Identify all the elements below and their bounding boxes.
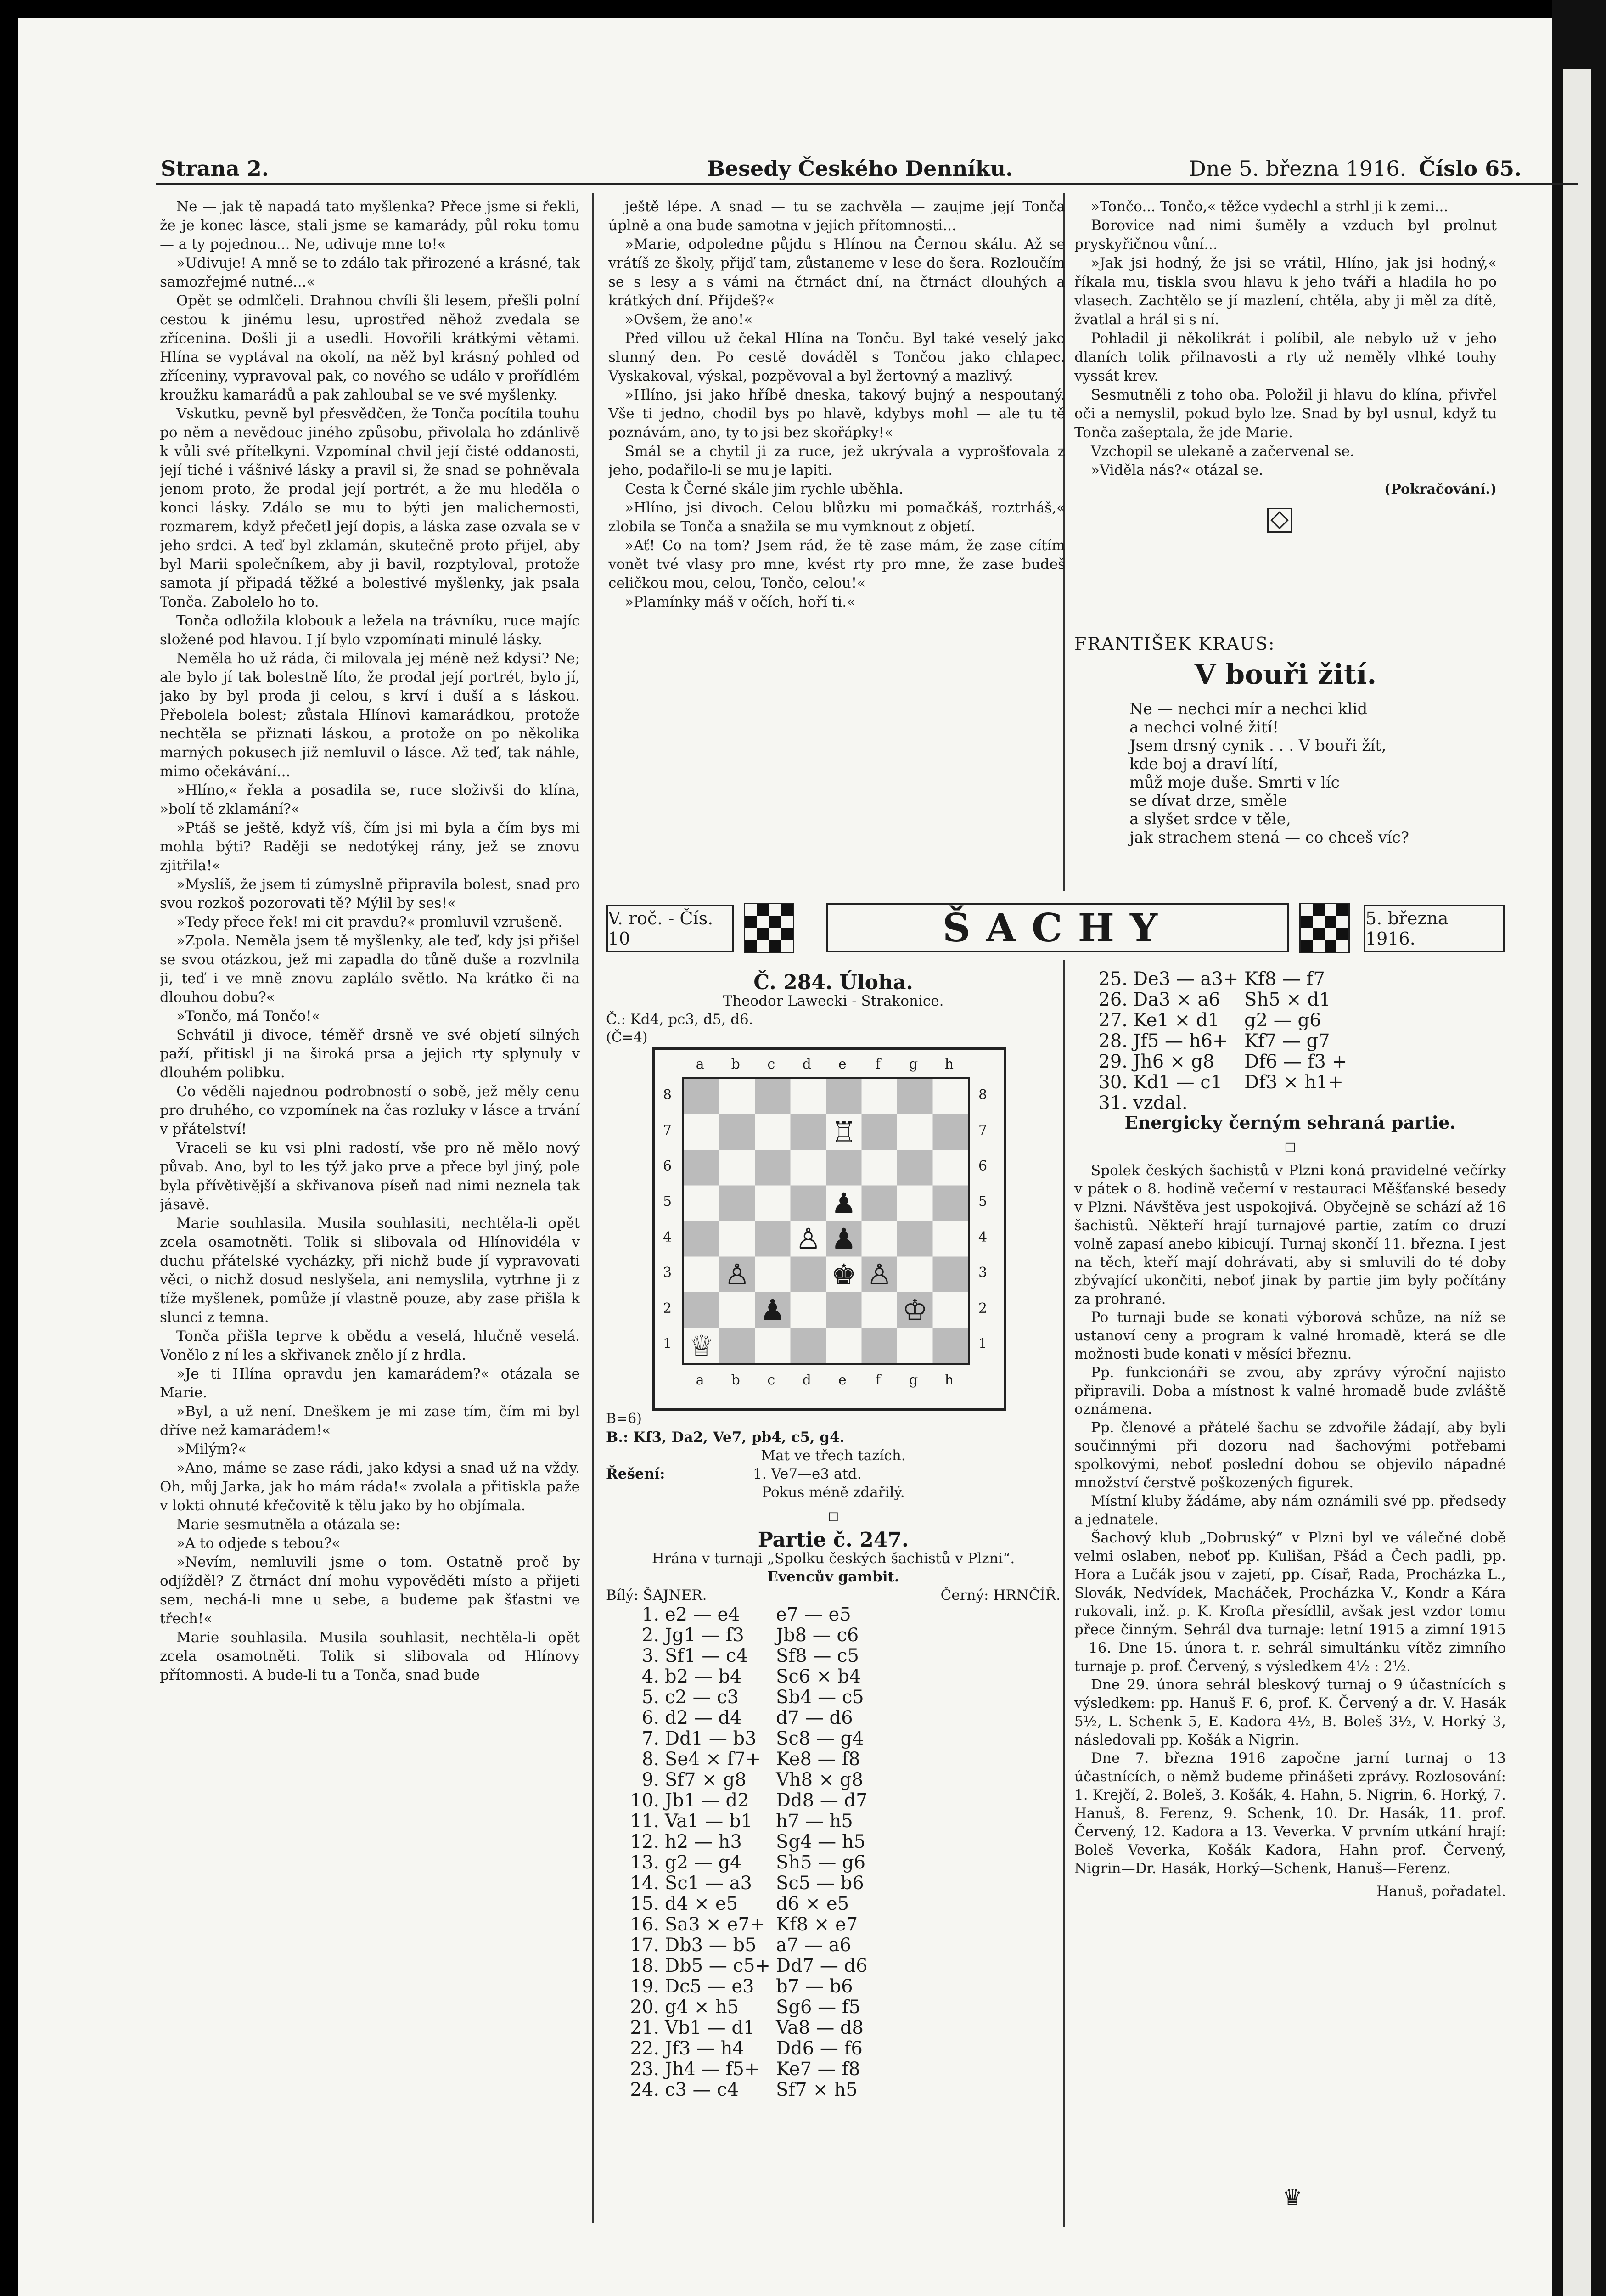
file-label: a xyxy=(696,1372,704,1388)
white-move: g4 × h5 xyxy=(665,1997,739,2018)
white-move: c3 — c4 xyxy=(665,2079,739,2100)
move-number: 16. xyxy=(630,1914,659,1935)
paragraph: Opět se odmlčeli. Drahnou chvíli šli lesem, přešli polní cestou k jinému lesu, uprostřed něhož zvedala se zřícenina. Došli ji a usedli. Hovořili krátkými větami. Hlína se vyptával na okolí, na něž byl krásný pohled od zříceniny, vypravoval pak, co nového se událo v prořídlém kroužku kamarádů a pak zahloubal se ve své myšlenky. xyxy=(160,293,580,403)
game-event: Hrána v turnaji „Spolku českých šachistů v Plzni“. xyxy=(651,1550,1015,1567)
issue-number: Číslo 65. xyxy=(1419,156,1522,181)
paragraph: Dne 29. února sehrál bleskový turnaj o 9 účastnících s výsledkem: pp. Hanuš F. 6, prof. K. Červený a dr. V. Hasák 5½, L. Schenk 5, E. Kadora 4½, B. Boleš 3½, V. Horký 3, následovali pp. Košák a Nigrin. xyxy=(1074,1677,1506,1748)
poem-line: se dívat drze, směle xyxy=(1129,792,1287,810)
rank-label: 8 xyxy=(978,1086,988,1103)
white-pieces: B.: Kf3, Da2, Ve7, pb4, c5, g4. xyxy=(606,1429,845,1446)
white-move: Jh6 × g8 xyxy=(1133,1051,1215,1072)
white-pawn-b4: ♙ xyxy=(724,1257,750,1291)
rank-labels-left xyxy=(663,1077,672,1362)
file-label: d xyxy=(802,1372,811,1388)
white-move: Dd1 — b3 xyxy=(665,1728,757,1749)
paragraph: »Ovšem, že ano!« xyxy=(625,311,753,328)
move-row xyxy=(606,1625,1061,1646)
header-rule xyxy=(156,183,1578,185)
file-label: h xyxy=(944,1372,954,1388)
black-move: Df3 × h1+ xyxy=(1244,1072,1343,1093)
white-move: Jb1 — d2 xyxy=(665,1790,749,1811)
rank-label: 5 xyxy=(978,1193,988,1210)
move-row xyxy=(606,2080,1061,2100)
chess-column-right xyxy=(1074,969,1506,2218)
move-number: 28. xyxy=(1098,1030,1128,1052)
paragraph: Šachový klub „Dobruský“ v Plzni byl ve válečné době velmi oslaben, neboť pp. Kulišan, Pšád a Čech padli, pp. Hora a Lučák jsou v zajetí, pp. Císař, Rada, Procházka L., Slovák, Nedvídek, Macháček, Procházka V., Kondr a Kára rukovali, inž. p. K. Krofta přesídlil, avšak jest vzdor tomu přece činným. Sehrál dva turnaje: letní 1915 a zimní 1915—16. Dne 15. února t. r. sehrál simultánku vítěz zimního turnaje p. prof. Červený, s výsledkem 4½ : 2½. xyxy=(1074,1530,1506,1675)
paragraph: »Ptáš se ještě, když víš, čím jsi mi byla a čím bys mi mohla býti? Raději se nedotýkej rány, jež se znovu zjitřila!« xyxy=(160,820,580,874)
paragraph: »Myslíš, že jsem ti zúmyslně připravila bolest, snad pro svou rozkoš pozorovati tě? Mýlil by ses!« xyxy=(160,876,580,912)
paragraph: Místní kluby žádáme, aby nám oznámili své pp. předsedy a jednatele. xyxy=(1074,1493,1506,1528)
white-move: Vb1 — d1 xyxy=(665,2017,755,2038)
paragraph: Marie souhlasila. Musila souhlasiti, nechtěla-li opět zcela osamotněti. Tolik si slibovala od Hlínovidéla v duchu přátelské vycházky, při nichž bude jí vypravovati věci, o nichž dosud neslyšela, ani nemyslila, vytrhne ji z tíže myšlenek, pomůže jí vlastně pouze, aby zase přišla k slunci z temna. xyxy=(160,1215,580,1326)
file-label: f xyxy=(875,1372,881,1388)
problem-author: Theodor Lawecki - Strakonice. xyxy=(723,993,944,1009)
rank-label: 7 xyxy=(663,1122,672,1139)
poem-line: kde boj a draví lítí, xyxy=(1129,755,1279,773)
move-row xyxy=(606,1666,1061,1687)
black-move: Jb8 — c6 xyxy=(776,1625,859,1646)
poem-line: a slyšet srdce v těle, xyxy=(1129,810,1291,828)
move-number: 15. xyxy=(630,1893,659,1914)
move-row xyxy=(606,1997,1061,2018)
white-move: Dc5 — e3 xyxy=(665,1976,754,1997)
move-number: 6. xyxy=(641,1707,659,1728)
column-divider xyxy=(1063,960,1065,2227)
move-number: 4. xyxy=(641,1666,659,1687)
paragraph: Tonča přišla teprve k obědu a veselá, hlučně veselá. Vonělo z ní les a skřivanek znělo jí z hrdla. xyxy=(160,1328,580,1363)
black-move: Sc6 × b4 xyxy=(776,1666,861,1687)
ornament-icon xyxy=(1267,508,1292,533)
paragraph: Marie souhlasila. Musila souhlasit, nechtěla-li opět zcela osamotněti. Tolik si slibovala od Hlínovy přítomnosti. A bude-li tu a Tonča, snad bude xyxy=(160,1629,580,1683)
rank-label: 8 xyxy=(663,1086,672,1103)
move-row xyxy=(1074,969,1506,990)
paragraph: ještě lépe. A snad — tu se zachvěla — zaujme její Tonča úplně a ona bude samotna v jejich přítomnosti... xyxy=(608,198,1065,234)
move-row xyxy=(606,1604,1061,1625)
black-pawn-d5: ♟ xyxy=(831,1222,857,1255)
file-labels-top xyxy=(682,1055,967,1074)
black-move: h7 — h5 xyxy=(776,1811,853,1832)
paragraph: Vraceli se ku vsi plni radostí, vše pro ně mělo nový půvab. Ano, byl to les týž jako prve a přece byl jiný, pole byla přívětivější a skřivanova píseň nad nimi neznela tak jásavě. xyxy=(160,1140,580,1213)
move-row xyxy=(606,1708,1061,1728)
move-number: 26. xyxy=(1098,989,1128,1010)
black-move: Kf7 — g7 xyxy=(1244,1030,1330,1052)
white-move: Kd1 — c1 xyxy=(1133,1072,1223,1093)
move-row xyxy=(1074,1010,1506,1031)
move-number: 8. xyxy=(641,1749,659,1770)
move-number: 3. xyxy=(641,1645,659,1666)
black-move: Dd8 — d7 xyxy=(776,1790,868,1811)
move-number: 17. xyxy=(630,1935,659,1956)
move-row xyxy=(606,1687,1061,1708)
move-row xyxy=(606,1976,1061,1997)
white-move: Jf3 — h4 xyxy=(665,2038,744,2059)
paragraph: Borovice nad nimi šuměly a vzduch byl prolnut pryskyřičnou vůní... xyxy=(1074,217,1497,253)
black-move: Sc5 — b6 xyxy=(776,1873,864,1894)
continued-note: (Pokračování.) xyxy=(1384,481,1497,497)
black-player: Černý: HRNČÍŘ. xyxy=(940,1587,1061,1604)
rank-label: 4 xyxy=(663,1229,672,1245)
black-move: Dd7 — d6 xyxy=(776,1955,868,1976)
rank-label: 2 xyxy=(663,1300,672,1317)
black-king-d4: ♚ xyxy=(831,1257,857,1291)
poem-author: FRANTIŠEK KRAUS: xyxy=(1074,634,1275,654)
black-move: Kf8 — f7 xyxy=(1244,969,1325,990)
white-move: d2 — d4 xyxy=(665,1707,742,1728)
move-row xyxy=(606,1646,1061,1666)
column-divider xyxy=(592,193,594,2223)
white-move: Da3 × a6 xyxy=(1133,989,1220,1010)
game-comment: Energicky černým sehraná partie. xyxy=(1124,1112,1456,1133)
move-row xyxy=(606,1832,1061,1852)
white-move: Jf5 — h6+ xyxy=(1133,1030,1228,1052)
white-move: vzdal. xyxy=(1133,1092,1188,1114)
move-row xyxy=(606,1811,1061,1832)
move-number: 29. xyxy=(1098,1051,1128,1072)
paragraph: »Byl, a už není. Dneškem je mi zase tím, čím mi byl dříve než kamarádem!« xyxy=(160,1403,580,1439)
white-move: Ke1 × d1 xyxy=(1133,1010,1219,1031)
paragraph: »Viděla nás?« otázal se. xyxy=(1091,462,1263,478)
file-label: d xyxy=(802,1056,811,1072)
paragraph: »Plamínky máš v očích, hoří ti.« xyxy=(625,594,856,610)
black-pawn-c3: ♟ xyxy=(759,1293,786,1327)
black-move: d7 — d6 xyxy=(776,1707,853,1728)
rank-label: 1 xyxy=(663,1336,672,1352)
poem-line: jak strachem stená — co chceš víc? xyxy=(1129,828,1409,847)
white-move: Sc1 — a3 xyxy=(665,1873,752,1894)
page-number: Strana 2. xyxy=(161,156,269,181)
rank-label: 3 xyxy=(663,1265,672,1281)
solution: 1. Ve7—e3 atd. xyxy=(753,1466,862,1482)
rank-label: 3 xyxy=(978,1265,988,1281)
paragraph: Dne 7. března 1916 započne jarní turnaj o 13 účastnících, o němž budeme přinášeti zprávy. Rozlosování: 1. Krejčí, 2. Boleš, 3. Košák, 4. Hahn, 5. Nigrin, 6. Horký, 7. Hanuš, 8. Ferenz, 9. Schenk, 10. Dr. Hasák, 11. prof. Červený, 12. Kadora a 13. Veverka. V prvním utkání hrají: Boleš—Veverka, Košák—Kadora, Hahn—prof. Červený, Nigrin—Dr. Hasák, Horký—Schenk, Hanuš—Ferenz. xyxy=(1074,1750,1506,1877)
move-number: 5. xyxy=(641,1687,659,1708)
signature: Hanuš, pořadatel. xyxy=(1376,1883,1506,1900)
black-move: Sh5 × d1 xyxy=(1244,989,1331,1010)
paragraph: »Ano, máme se zase rádi, jako kdysi a snad už na vždy. Oh, můj Jarka, jak ho mám ráda!« zvolala a přitiskla paže v lokti ohnuté křečovitě k tělu jako by ho objímala. xyxy=(160,1460,580,1514)
white-rook-e7: ♖ xyxy=(831,1115,857,1149)
paragraph: Před villou už čekal Hlína na Tonču. Byl také veselý jako slunný den. Po cestě dováděl s Tončou jako chlapec. Vyskakoval, výskal, pozpěvoval a byl žertovný a mazlivý. xyxy=(608,330,1065,384)
paragraph: Cesta k Černé skále jim rychle uběhla. xyxy=(625,481,904,497)
paragraph: Schvátil ji divoce, téměř drsně ve své objetí silných paží, přitiskl ji na široká prsa a jejich rty splynuly v dlouhém polibku. xyxy=(160,1027,580,1081)
paragraph: Spolek českých šachistů v Plzni koná pravidelné večírky v pátek o 8. hodině večerní v restauraci Měšťanské besedy v Plzni. Návštěva jest uspokojivá. Obyčejně se schází až 16 šachistů. Někteří hrají turnajové partie, zatím co druzí volně zapasí anebo kibicují. Turnaj skončí 11. března. I jest na těch, kteří mají dohrávati, aby si smluvili do té doby zbývající ukončiti, neboť jinak by partie jim byly počítány za prohrané. xyxy=(1074,1162,1506,1307)
separator-icon: ◻ xyxy=(1284,1138,1296,1155)
white-pawn-g4: ♙ xyxy=(866,1257,893,1291)
white-move: d4 × e5 xyxy=(665,1893,738,1914)
black-move: Dd6 — f6 xyxy=(776,2038,863,2059)
paragraph: Neměla ho už ráda, či milovala jej méně než kdysi? Ne; ale bylo jí tak bolestně líto, že prodal její portrét, bylo jí, jako by byl proda ji celou, s krví i duší a s láskou. Přebolela bolest; zůstala Hlínovi kamarádkou, protože nechtěla se přiznati láskou, a protože on po několika marných pokusech již nemluvil o lásce. Až teď, tak náhle, mimo očekávání... xyxy=(160,650,580,780)
paragraph: »Tončo... Tončo,« těžce vydechl a strhl ji k zemi... xyxy=(1091,198,1449,215)
move-row xyxy=(606,2018,1061,2038)
game-moves-continued xyxy=(1074,969,1506,1114)
move-number: 31. xyxy=(1098,1092,1128,1114)
file-label: c xyxy=(767,1372,775,1388)
move-row xyxy=(606,1873,1061,1894)
move-number: 12. xyxy=(630,1831,659,1852)
file-label: e xyxy=(838,1056,847,1072)
issue-date: Dne 5. března 1916. xyxy=(1189,156,1407,181)
rank-label: 7 xyxy=(978,1122,988,1139)
poem-title: V bouři žití. xyxy=(1194,658,1377,691)
white-move: Db3 — b5 xyxy=(665,1935,757,1956)
white-move: c2 — c3 xyxy=(665,1687,739,1708)
file-label: g xyxy=(909,1056,918,1072)
move-number: 22. xyxy=(630,2038,659,2059)
black-move: Sb4 — c5 xyxy=(776,1687,864,1708)
paragraph: »Udivuje! A mně se to zdálo tak přirozené a krásné, tak samozřejmé nutné...« xyxy=(160,255,580,290)
rank-label: 6 xyxy=(663,1158,672,1174)
black-move: Sg4 — h5 xyxy=(776,1831,866,1852)
black-move: e7 — e5 xyxy=(776,1604,851,1625)
move-number: 27. xyxy=(1098,1010,1128,1031)
poem-line: můž moje duše. Smrti v líc xyxy=(1129,773,1340,792)
move-number: 25. xyxy=(1098,969,1128,990)
problem-title: Č. 284. Úloha. xyxy=(753,971,913,994)
paragraph: »Milým?« xyxy=(176,1441,247,1458)
rank-label: 5 xyxy=(663,1193,672,1210)
move-row xyxy=(1074,1031,1506,1052)
move-row xyxy=(1074,990,1506,1010)
white-pawn-c5: ♙ xyxy=(795,1222,821,1255)
paragraph: »Hlíno, jsi jako hříbě dneska, takový bujný a nespoutaný. Vše ti jedno, chodil bys po hlavě, kdybys mohl — ale tu tě poznávám, ano, ty to jsi bez skořápky!« xyxy=(608,387,1065,441)
paragraph: Smál se a chytil ji za ruce, jež ukrývala a vyprošťovala z jeho, podařilo-li se mu je lapiti. xyxy=(608,443,1065,478)
poem xyxy=(1074,634,1497,891)
paragraph: Marie sesmutněla a otázala se: xyxy=(176,1516,400,1533)
white-move: Se4 × f7+ xyxy=(665,1749,761,1770)
stipulation: Mat ve třech tazích. xyxy=(761,1447,906,1464)
file-label: c xyxy=(767,1056,775,1072)
move-row xyxy=(606,1728,1061,1749)
paragraph: Vskutku, pevně byl přesvědčen, že Tonča pocítila touhu po něm a nevědouc jiného způsobu, přivolala ho zdánlivě k vůli své přítelkyni. Vzpomínal chvil její čisté oddanosti, její tiché i vášnivé lásky a pravil si, že snad se pohněvala jenom proto, že prodal její portrét, a že mu hleděla o konci lásky. Zdálo se mu to býti jen malichernosti, rozmarem, když přečetl její dopis, a láska zase ozvala se v jeho srdci. A teď byl zklamán, skutečně proto přijel, aby byl Marii společníkem, aby ji bavil, rozptyloval, protože samota jí připadá těžké a bolestivé myšlenky, jak psala Tonča. Zabolelo ho to. xyxy=(160,405,580,610)
rank-label: 1 xyxy=(978,1336,988,1352)
file-label: a xyxy=(696,1056,704,1072)
file-label: h xyxy=(944,1056,954,1072)
paragraph: »Jak jsi hodný, že jsi se vrátil, Hlíno, jak jsi hodný,« říkala mu, tiskla svou hlavu k jeho tváři a hladila ho po vlasech. Zachtělo se jí mazlení, chtěla, aby ji měl za dítě, žvatlal a hrál si s ní. xyxy=(1074,255,1497,328)
paragraph: Sesmutněli z toho oba. Položil ji hlavu do klína, přivřel oči a nemyslil, pokud bylo lze. Snad by byl usnul, když tu Tonča zašeptala, že jde Marie. xyxy=(1074,387,1497,441)
checker-icon xyxy=(1299,903,1350,953)
chess-problem-and-game xyxy=(606,969,1061,2218)
paragraph: »Hlíno,« řekla a posadila se, ruce složivši do klína, »bolí tě zklamání?« xyxy=(160,782,580,817)
move-number: 18. xyxy=(630,1955,659,1976)
white-move: Jh4 — f5+ xyxy=(665,2059,760,2080)
black-move: b7 — b6 xyxy=(776,1976,853,1997)
move-number: 13. xyxy=(630,1852,659,1873)
black-move: Sg6 — f5 xyxy=(776,1997,861,2018)
move-number: 9. xyxy=(641,1769,659,1790)
paragraph: »Ať! Co na tom? Jsem rád, že tě zase mám, že zase cítím vonět tvé vlasy pro mne, kvést rty pro mne, že zase budeš celičkou mou, celou, Tončo, celou!« xyxy=(608,537,1065,591)
next-page-edge xyxy=(1563,69,1591,2296)
black-move: Sf7 × h5 xyxy=(776,2079,858,2100)
white-move: Db5 — c5+ xyxy=(665,1955,770,1976)
poem-line: Ne — nechci mír a nechci klid xyxy=(1129,700,1368,718)
file-label: g xyxy=(909,1372,918,1388)
white-move: Jg1 — f3 xyxy=(665,1625,744,1646)
paragraph: Pp. členové a přátelé šachu se zdvořile žádají, aby byli součinnými při dozoru nad šachovými potřebami spolkovými, neboť poslední dobou se objevilo nápadné množství čerstvě poškozených figurek. xyxy=(1074,1419,1506,1491)
white-move: h2 — h3 xyxy=(665,1831,742,1852)
file-label: b xyxy=(731,1372,740,1388)
move-number: 20. xyxy=(630,1997,659,2018)
move-row xyxy=(606,1770,1061,1790)
paragraph: »Zpola. Neměla jsem tě myšlenky, ale teď, kdy jsi přišel se svou otázkou, jež mi zapadla do tůně duše a rozvlnila ji, teď i ve mně znovu zaplálo světlo. Na krátko či na dlouhou dobu?« xyxy=(160,933,580,1006)
crown-icon: ♛ xyxy=(1282,2184,1303,2210)
black-move: Ke7 — f8 xyxy=(776,2059,860,2080)
black-pawn-d6: ♟ xyxy=(831,1186,857,1220)
move-row xyxy=(606,1935,1061,1956)
file-label: f xyxy=(875,1056,881,1072)
move-row xyxy=(606,1894,1061,1914)
poem-lines xyxy=(1129,700,1497,847)
paragraph: Ne — jak tě napadá tato myšlenka? Přece jsme si řekli, že je konec lásce, stali jsme se kamarády, půl roku tomu — a ty pojednou... Ne, udivuje mne to!« xyxy=(160,198,580,253)
move-number: 30. xyxy=(1098,1072,1128,1093)
black-move: a7 — a6 xyxy=(776,1935,852,1956)
move-row xyxy=(606,1749,1061,1770)
white-move: g2 — g4 xyxy=(665,1852,742,1873)
move-row xyxy=(606,2059,1061,2080)
white-move: De3 — a3+ xyxy=(1133,969,1239,990)
move-number: 23. xyxy=(630,2059,659,2080)
black-move: Vh8 × g8 xyxy=(776,1769,864,1790)
paragraph: Co věděli najednou podrobností o sobě, jež měly cenu pro druhého, co vzpomínek na čas rozluky v lásce a trvání v přátelství! xyxy=(160,1083,580,1137)
solution-label: Řešení: xyxy=(606,1466,665,1482)
white-move: Va1 — b1 xyxy=(665,1811,752,1832)
section-date: 5. března 1916. xyxy=(1364,905,1505,952)
black-count: (Č=4) xyxy=(606,1030,648,1046)
move-number: 21. xyxy=(630,2017,659,2038)
paragraph: »Nevím, nemluvili jsme o tom. Ostatně proč by odjížděl? Z čtrnáct dní mohu vypověděti místo a přijeti sem, nechá-li mne u sebe, a budeme pak šťastni ve třech!« xyxy=(160,1554,580,1627)
white-move: e2 — e4 xyxy=(665,1604,740,1625)
paragraph: »Marie, odpoledne půjdu s Hlínou na Černou skálu. Až se vrátíš ze školy, přijď tam, zůstaneme v lese do šera. Rozloučím se s lesy a s vámi na čtrnáct dní, na čtrnáct dlouhých a krátkých dní. Přijdeš?« xyxy=(608,236,1065,309)
move-row xyxy=(1074,1093,1506,1114)
white-move: Sf1 — c4 xyxy=(665,1645,748,1666)
paragraph: »Tončo, má Tončo!« xyxy=(176,1008,320,1024)
move-number: 10. xyxy=(630,1790,659,1811)
black-move: Sh5 — g6 xyxy=(776,1852,866,1873)
black-pieces: Č.: Kd4, pc3, d5, d6. xyxy=(606,1011,753,1028)
white-queen-a2: ♕ xyxy=(688,1328,714,1362)
move-number: 2. xyxy=(641,1625,659,1646)
white-count: B=6) xyxy=(606,1411,642,1427)
file-labels-bottom xyxy=(682,1371,967,1390)
paragraph: Pohladil ji několikrát i políbil, ale nebylo už v jeho dlaních tolik přilnavosti a rty už neměly vlhké touhy vyssát krev. xyxy=(1074,330,1497,384)
move-number: 1. xyxy=(641,1604,659,1625)
black-move: Sf8 — c5 xyxy=(776,1645,859,1666)
story-column-3 xyxy=(1074,197,1497,592)
paragraph: »Hlíno, jsi divoch. Celou blůzku mi pomačkáš, roztrháš,« zlobila se Tonča a snažila se mu vymknout z objetí. xyxy=(608,500,1065,535)
black-move: Df6 — f3 + xyxy=(1244,1051,1348,1072)
black-move: Sc8 — g4 xyxy=(776,1728,864,1749)
solution-note: Pokus méně zdařilý. xyxy=(762,1484,905,1501)
white-move: b2 — b4 xyxy=(665,1666,742,1687)
move-row xyxy=(606,1956,1061,1976)
paragraph: »Tedy přece řek! mi cit pravdu?« promluvil vzrušeně. xyxy=(176,914,563,930)
paragraph: Vzchopil se ulekaně a začervenal se. xyxy=(1091,443,1354,460)
paragraph: Po turnaji bude se konati výborová schůze, na níž se ustanoví ceny a program k valné hromadě, která se dle možnosti bude konati v měsíci březnu. xyxy=(1074,1309,1506,1362)
move-row xyxy=(606,1914,1061,1935)
paragraph: Pp. funkcionáři se zvou, aby zprávy výroční najisto připravili. Doba a místnost k valné hromadě bude zvláště oznámena. xyxy=(1074,1364,1506,1418)
move-row xyxy=(606,1852,1061,1873)
volume-label: V. roč. - Čís. 10 xyxy=(606,905,734,952)
paper-name: Besedy Českého Denníku. xyxy=(707,156,1013,181)
move-row xyxy=(1074,1052,1506,1072)
separator-icon: ◻ xyxy=(827,1508,839,1524)
black-move: Ke8 — f8 xyxy=(776,1749,860,1770)
rank-label: 4 xyxy=(978,1229,988,1245)
page-header xyxy=(161,156,1569,193)
board-squares xyxy=(682,1077,970,1365)
game-opening: Evencův gambit. xyxy=(767,1569,899,1585)
rank-label: 6 xyxy=(978,1158,988,1174)
story-column-2 xyxy=(608,197,1065,877)
paragraph: »A to odjede s tebou?« xyxy=(176,1535,341,1552)
story-column-1 xyxy=(160,197,580,2213)
file-label: e xyxy=(838,1372,847,1388)
file-label: b xyxy=(731,1056,740,1072)
black-move xyxy=(1241,1093,1506,1114)
white-move: Sf7 × g8 xyxy=(665,1769,747,1790)
move-number: 19. xyxy=(630,1976,659,1997)
rank-labels-right xyxy=(978,1077,987,1362)
move-number: 7. xyxy=(641,1728,659,1749)
chess-banner xyxy=(606,900,1506,955)
poem-line: a nechci volné žití! xyxy=(1129,718,1279,737)
paragraph: Tonča odložila klobouk a ležela na trávníku, ruce majíc složené pod hlavou. I jí bylo vzpomínati minulé lásky. xyxy=(160,613,580,648)
black-move: d6 × e5 xyxy=(776,1893,849,1914)
black-move: Va8 — d8 xyxy=(776,2017,864,2038)
checker-icon xyxy=(744,903,794,953)
game-moves xyxy=(606,1604,1061,2100)
move-row xyxy=(606,2038,1061,2059)
move-row xyxy=(606,1790,1061,1811)
paragraph: »Je ti Hlína opravdu jen kamarádem?« otázala se Marie. xyxy=(160,1366,580,1401)
move-number: 24. xyxy=(630,2079,659,2100)
rank-label: 2 xyxy=(978,1300,988,1317)
move-number: 14. xyxy=(630,1873,659,1894)
white-player: Bílý: ŠAJNER. xyxy=(606,1587,707,1604)
chess-board xyxy=(652,1047,1006,1411)
poem-line: Jsem drsný cynik . . . V bouři žít, xyxy=(1129,737,1387,755)
black-move: g2 — g6 xyxy=(1244,1010,1321,1031)
move-number: 11. xyxy=(630,1811,659,1832)
chess-section-title: ŠACHY xyxy=(826,903,1289,952)
black-move: Kf8 × e7 xyxy=(776,1914,858,1935)
white-move: Sa3 × e7+ xyxy=(665,1914,765,1935)
move-row xyxy=(1074,1072,1506,1093)
game-title: Partie č. 247. xyxy=(758,1528,909,1552)
white-king-f3: ♔ xyxy=(902,1293,928,1327)
